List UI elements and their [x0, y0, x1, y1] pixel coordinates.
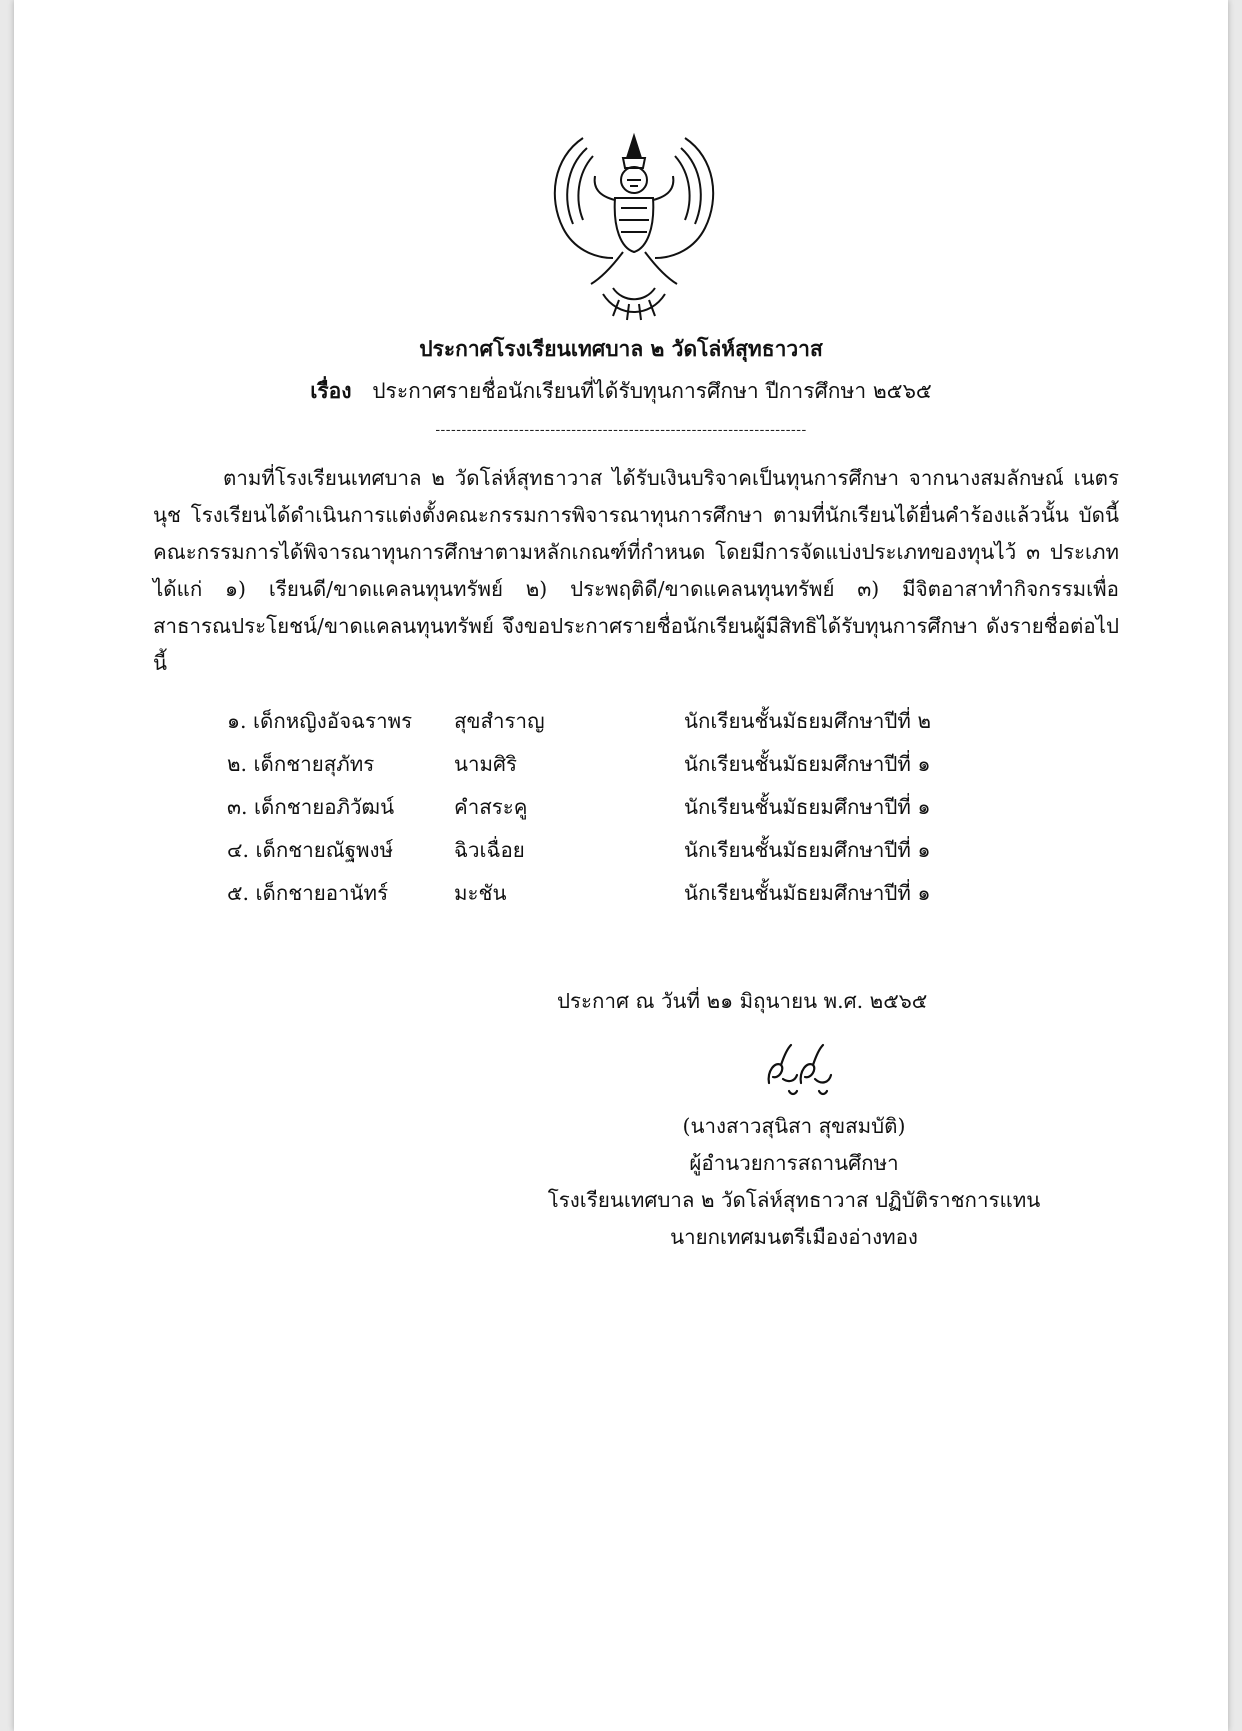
recipient-surname: คำสระคู — [454, 795, 528, 819]
recipient-surname: นามศิริ — [454, 752, 518, 776]
recipient-level: นักเรียนชั้นมัธยมศึกษาปีที่ ๑ — [684, 752, 931, 776]
separator-line: ----------------------------------------------------------------------- — [435, 422, 807, 438]
signatory-mayor: นายกเทศมนตรีเมืองอ่างทอง — [670, 1225, 918, 1249]
list-item — [227, 878, 1127, 921]
recipient-name: ๓. เด็กชายอภิวัฒน์ — [227, 795, 395, 819]
document-page — [14, 0, 1228, 1731]
subject-label: เรื่อง — [310, 378, 352, 403]
signatory-position: ผู้อำนวยการสถานศึกษา — [689, 1151, 899, 1175]
recipient-surname: ฉิวเฉื่อย — [454, 838, 525, 862]
list-item — [227, 792, 1127, 835]
signature-block — [514, 1108, 1074, 1256]
recipient-level: นักเรียนชั้นมัธยมศึกษาปีที่ ๑ — [684, 795, 931, 819]
announcement-title: ประกาศโรงเรียนเทศบาล ๒ วัดโล่ห์สุทธาวาส — [419, 336, 823, 361]
recipient-surname: สุขสำราญ — [454, 709, 545, 733]
list-item — [227, 706, 1127, 749]
signatory-name: (นางสาวสุนิสา สุขสมบัติ) — [682, 1114, 906, 1138]
subject-text: ประกาศรายชื่อนักเรียนที่ได้รับทุนการศึกษา ปีการศึกษา ๒๕๖๕ — [372, 379, 932, 403]
announcement-body: ตามที่โรงเรียนเทศบาล ๒ วัดโล่ห์สุทธาวาส ได้รับเงินบริจาคเป็นทุนการศึกษา จากนางสมลักษณ์ เนตรนุช โรงเรียนได้ดำเนินการแต่งตั้งคณะกรรมการพิจารณาทุนการศึกษา ตามที่นักเรียนได้ยื่นคำร้องแล้วนั้น บัดนี้ คณะกรรมการได้พิจารณาทุนการศึกษาตามหลักเกณฑ์ที่กำหนด โดยมีการจัดแบ่งประเภทของทุนไว้ ๓ ประเภท ได้แก่ ๑) เรียนดี/ขาดแคลนทุนทรัพย์ ๒) ประพฤติดี/ขาดแคลนทุนทรัพย์ ๓) มีจิตอาสาทำกิจกรรมเพื่อสาธารณประโยชน์/ขาดแคลนทุนทรัพย์ จึงขอประกาศรายชื่อนักเรียนผู้มีสิทธิได้รับทุนการศึกษา ดังรายชื่อต่อไปนี้ — [153, 466, 1119, 675]
recipient-level: นักเรียนชั้นมัธยมศึกษาปีที่ ๑ — [684, 881, 931, 905]
recipient-name: ๒. เด็กชายสุภัทร — [227, 752, 375, 776]
recipient-list — [227, 706, 1127, 921]
signatory-school: โรงเรียนเทศบาล ๒ วัดโล่ห์สุทธาวาส ปฏิบัติราชการแทน — [547, 1188, 1041, 1212]
list-item — [227, 835, 1127, 878]
announcement-subject — [14, 376, 1228, 406]
recipient-name: ๔. เด็กชายณัฐพงษ์ — [227, 838, 394, 862]
recipient-level: นักเรียนชั้นมัธยมศึกษาปีที่ ๒ — [684, 709, 931, 733]
recipient-name: ๑. เด็กหญิงอัจฉราพร — [227, 709, 413, 733]
recipient-name: ๕. เด็กชายอานัทร์ — [227, 881, 389, 905]
recipient-surname: มะชัน — [454, 881, 507, 905]
handwritten-signature — [759, 1035, 849, 1099]
recipient-level: นักเรียนชั้นมัธยมศึกษาปีที่ ๑ — [684, 838, 931, 862]
announce-date: ประกาศ ณ วันที่ ๒๑ มิถุนายน พ.ศ. ๒๕๖๕ — [557, 989, 928, 1013]
garuda-emblem — [543, 128, 725, 322]
list-item — [227, 749, 1127, 792]
